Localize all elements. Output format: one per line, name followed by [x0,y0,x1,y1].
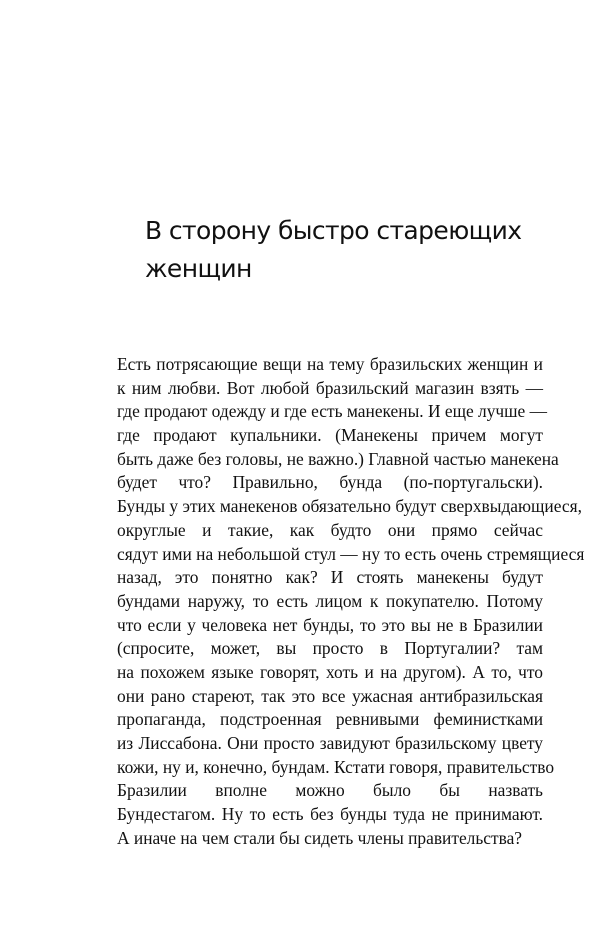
text-line: Бразилии вполне можно было бы назвать [117,780,543,801]
text-line: из Лиссабона. Они просто завидуют бразильскому цвету [117,733,543,753]
body-paragraph [117,353,585,850]
text-line: пропаганда, подстроенная ревнивыми феминистками [117,709,543,730]
text-line: Бунды у этих манекенов обязательно будут сверхвыдающиеся, [117,496,582,517]
text-line: они рано стареют, так это все ужасная антибразильская [117,685,543,706]
text-line: где продают купальники. (Манекены причем могут [117,425,543,446]
chapter-title-line: В сторону быстро стареющих [145,216,522,245]
text-line: округлые и такие, как будто они прямо сейчас [117,519,543,540]
text-line: что если у человека нет бунды, то это вы не в Бразилии [117,614,543,635]
text-line: Есть потрясающие вещи на тему бразильских женщин и [117,354,543,374]
text-line: к ним любви. Вот любой бразильский магазин взять — [117,377,543,398]
text-line: бундами наружу, то есть лицом к покупателю. Потому [117,590,543,611]
text-line: быть даже без головы, не важно.) Главной частью манекена [117,448,559,469]
text-line: где продают одежду и где есть манекены. И еще лучше — [117,401,548,422]
chapter-title [145,212,565,288]
text-line: назад, это понятно как? И стоять манекены будут [117,567,543,588]
text-line: Бундестагом. Ну то есть без бунды туда не принимают. [117,804,543,825]
text-line: будет что? Правильно, бунда (по-португальски). [117,472,543,493]
text-line: А иначе на чем стали бы сидеть члены правительства? [117,827,523,848]
text-line: сядут ими на небольшой стул — ну то есть очень стремящиеся [117,543,585,564]
text-line: на похожем языке говорят, хоть и на другом). А то, что [117,661,543,682]
text-line: (спросите, может, вы просто в Португалии? там [117,638,543,659]
text-line: кожи, ну и, конечно, бундам. Кстати говоря, правительство [117,756,555,777]
chapter-title-line: женщин [145,254,252,283]
